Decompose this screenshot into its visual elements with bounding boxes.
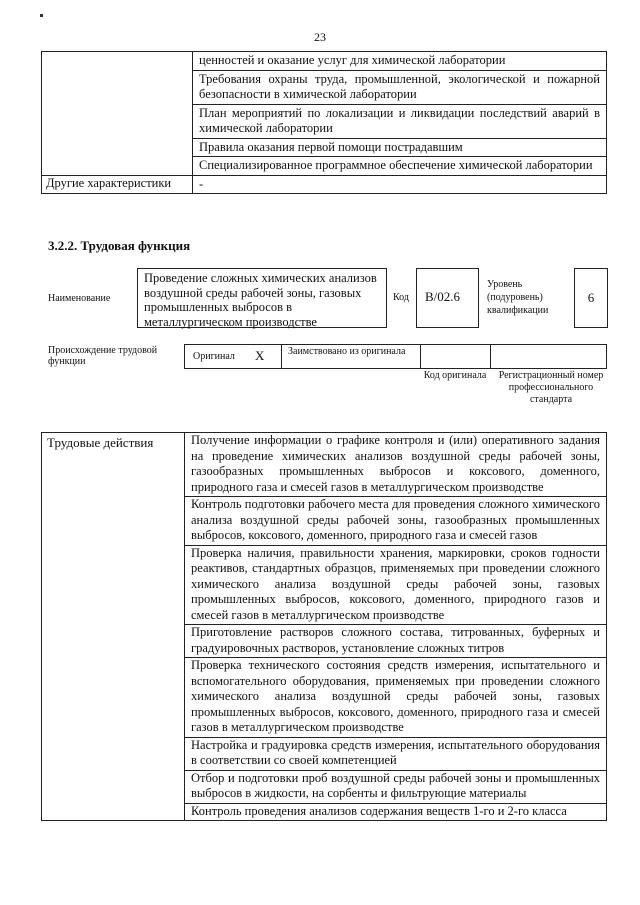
scan-mark bbox=[40, 14, 43, 17]
labor-action-item: Получение информации о графике контроля и (или) оперативного задания на проведение химических анализов воздушной среды рабочей зоны, газообразных промышленных выбросов и коксового, доменного, природного газа и смесей газов в металлургическом производстве bbox=[185, 433, 607, 497]
labor-action-item: Настройка и градуировка средств измерения, испытательного оборудования в соответствии со своей компетенцией bbox=[185, 737, 607, 770]
original-mark: X bbox=[255, 348, 265, 363]
page-number: 23 bbox=[314, 30, 326, 44]
registration-number-caption: Регистрационный номер профессионального стандарта bbox=[498, 370, 604, 405]
original-code-cell bbox=[420, 344, 491, 369]
labor-action-item: Проверка наличия, правильности хранения, маркировки, сроков годности реактивов, стандартных образцов, применяемых при проведении сложного химического анализа воздушной среды рабочей зоны, газовых промышленных выбросов, коксового, доменного, природного газов и смесей газов в металлургическом производстве bbox=[185, 545, 607, 625]
original-label: Оригинал bbox=[193, 351, 235, 362]
origin-label: Происхождение трудовой функции bbox=[48, 345, 158, 367]
qualification-level-value: 6 bbox=[587, 290, 595, 305]
other-characteristics-label: Другие характеристики bbox=[42, 175, 193, 194]
knowledge-row: Специализированное программное обеспечение химической лаборатории bbox=[193, 157, 607, 176]
qualification-level-label: Уровень (подуровень) квалификации bbox=[487, 279, 549, 316]
knowledge-row: ценностей и оказание услуг для химической лаборатории bbox=[193, 52, 607, 71]
borrowed-label: Заимствовано из оригинала bbox=[288, 346, 406, 357]
knowledge-label-cell bbox=[42, 52, 193, 176]
original-cell bbox=[184, 344, 282, 369]
labor-actions-label: Трудовые действия bbox=[42, 433, 185, 821]
function-code-box bbox=[416, 268, 479, 328]
knowledge-table bbox=[41, 51, 607, 194]
name-label: Наименование bbox=[48, 293, 111, 304]
original-code-caption: Код оригинала bbox=[423, 370, 487, 381]
labor-action-item: Контроль подготовки рабочего места для проведения сложного химического анализа воздушной среды рабочей зоны, газообразных промышленных выбросов, коксового, доменного, природного газа и смесей газов bbox=[185, 497, 607, 546]
qualification-level-box bbox=[574, 268, 608, 328]
function-name-value: Проведение сложных химических анализов воздушной среды рабочей зоны, газовых промышленных выбросов в металлургическом производстве bbox=[144, 271, 377, 329]
knowledge-row: План мероприятий по локализации и ликвидации последствий аварий в химической лаборатории bbox=[193, 104, 607, 138]
function-name-box bbox=[137, 268, 387, 328]
labor-action-item: Отбор и подготовки проб воздушной среды рабочей зоны и промышленных выбросов в жидкости, на сорбенты и фильтрующие материалы bbox=[185, 770, 607, 803]
origin-row bbox=[184, 344, 607, 369]
code-label: Код bbox=[393, 292, 409, 303]
registration-number-cell bbox=[490, 344, 607, 369]
borrowed-cell bbox=[281, 344, 421, 369]
function-code-value: B/02.6 bbox=[425, 289, 461, 304]
labor-action-item: Контроль проведения анализов содержания веществ 1-го и 2-го класса bbox=[185, 803, 607, 821]
labor-action-item: Приготовление растворов сложного состава, титрованных, буферных и градуировочных растворов, установление сложных титров bbox=[185, 625, 607, 658]
section-heading: 3.2.2. Трудовая функция bbox=[48, 238, 191, 253]
other-characteristics-value: - bbox=[193, 175, 607, 194]
labor-actions-table bbox=[41, 432, 607, 821]
knowledge-row: Требования охраны труда, промышленной, экологической и пожарной безопасности в химической лаборатории bbox=[193, 70, 607, 104]
knowledge-row: Правила оказания первой помощи пострадавшим bbox=[193, 138, 607, 157]
labor-action-item: Проверка технического состояния средств измерения, испытательного и вспомогательного оборудования, применяемых при проведении сложного химического анализа воздушной среды рабочей зоны, газовых промышленных выбросов, коксового, доменного, природного газа и смесей газов в металлургическом производстве bbox=[185, 658, 607, 738]
